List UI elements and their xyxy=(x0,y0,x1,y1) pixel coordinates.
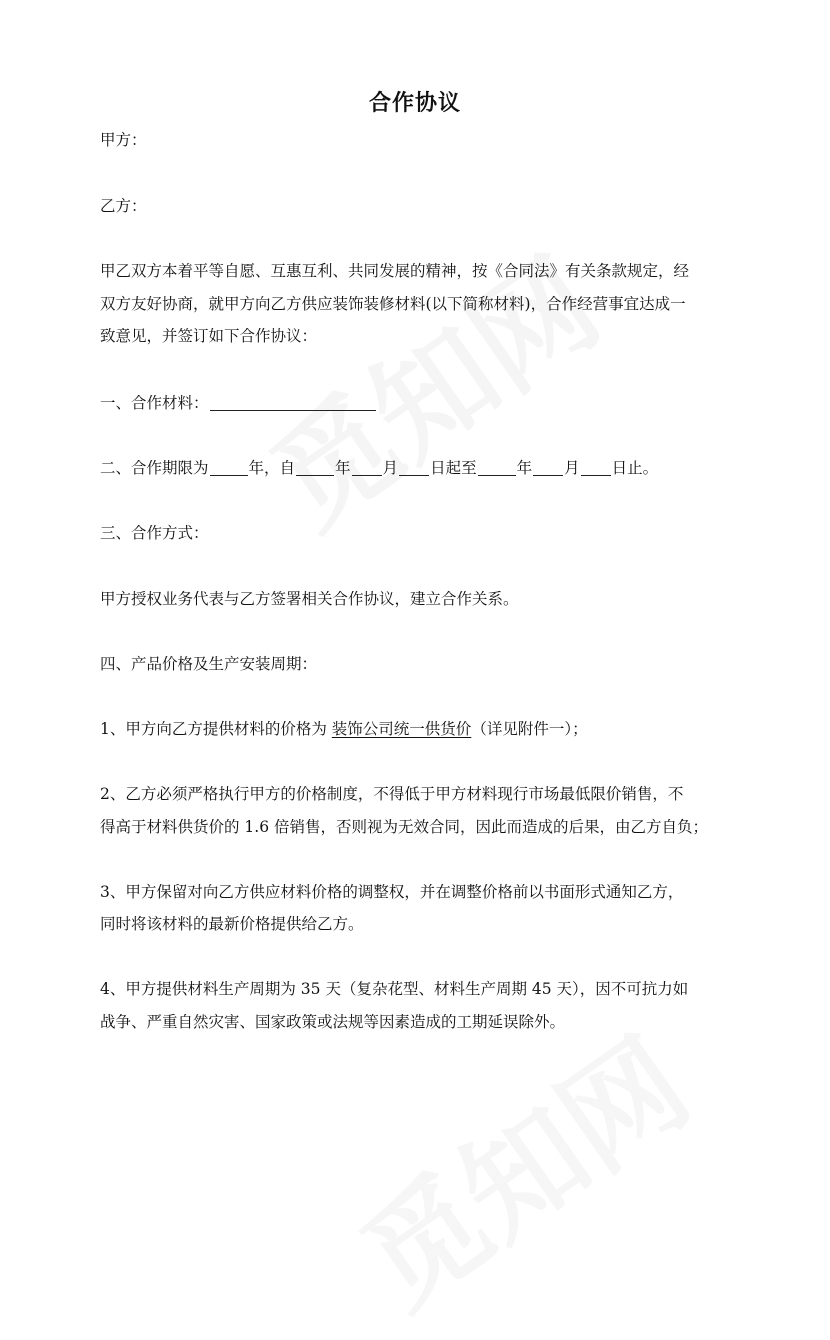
term-text-4: 月 xyxy=(382,459,399,477)
item-2-line-2: 得高于材料供货价的 1.6 倍销售，否则视为无效合同，因此而造成的后果，由乙方自负； xyxy=(100,818,709,836)
term-text-6: 年 xyxy=(516,459,533,477)
term-text-1: 二、合作期限为 xyxy=(100,459,209,477)
item-1-prefix: 1、甲方向乙方提供材料的价格为 xyxy=(100,720,332,738)
term-text-5: 日起至 xyxy=(430,459,477,477)
item-1-price-term: 装饰公司统一供货价 xyxy=(331,720,472,738)
term-text-7: 月 xyxy=(564,459,580,477)
intro-line-1: 甲乙双方本着平等自愿、互惠互利、共同发展的精神，按《合同法》有关条款规定，经 xyxy=(100,262,690,280)
end-month-blank xyxy=(533,474,563,476)
item-4-line-1: 4、甲方提供材料生产周期为 35 天（复杂花型、材料生产周期 45 天），因不可抗力如 xyxy=(100,980,689,998)
material-blank xyxy=(210,409,376,411)
item-2-line-1: 2、乙方必须严格执行甲方的价格制度，不得低于甲方材料现行市场最低限价销售，不 xyxy=(100,785,684,803)
end-year-blank xyxy=(478,474,516,476)
intro-line-3: 致意见，并签订如下合作协议： xyxy=(100,327,318,345)
item-1-suffix: （详见附件一）； xyxy=(471,720,588,738)
section-1 xyxy=(100,387,735,420)
section-3-body: 甲方授权业务代表与乙方签署相关合作协议，建立合作关系。 xyxy=(100,590,519,608)
section-3-label: 三、合作方式： xyxy=(100,524,209,542)
party-b-label: 乙方： xyxy=(100,197,147,215)
item-1 xyxy=(100,713,735,746)
section-2 xyxy=(100,452,735,485)
section-4-label: 四、产品价格及生产安装周期： xyxy=(100,655,318,673)
start-day-blank xyxy=(399,474,429,476)
item-4-line-2: 战争、严重自然灾害、国家政策或法规等因素造成的工期延误除外。 xyxy=(100,1013,566,1031)
section-1-label: 一、合作材料： xyxy=(100,394,209,412)
years-blank xyxy=(210,474,248,476)
start-month-blank xyxy=(352,474,382,476)
intro-line-2: 双方友好协商，就甲方向乙方供应装饰装修材料(以下简称材料)，合作经营事宜达成一 xyxy=(100,295,686,313)
end-day-blank xyxy=(581,474,611,476)
start-year-blank xyxy=(296,474,334,476)
term-text-3: 年 xyxy=(335,459,351,477)
term-text-8: 日止。 xyxy=(611,459,659,477)
term-text-2: 年，自 xyxy=(248,459,296,477)
party-a-label: 甲方： xyxy=(100,131,147,149)
document-title: 合作协议 xyxy=(368,90,461,116)
item-3-line-1: 3、甲方保留对向乙方供应材料价格的调整权，并在调整价格前以书面形式通知乙方， xyxy=(100,883,684,901)
item-3-line-2: 同时将该材料的最新价格提供给乙方。 xyxy=(100,915,364,933)
